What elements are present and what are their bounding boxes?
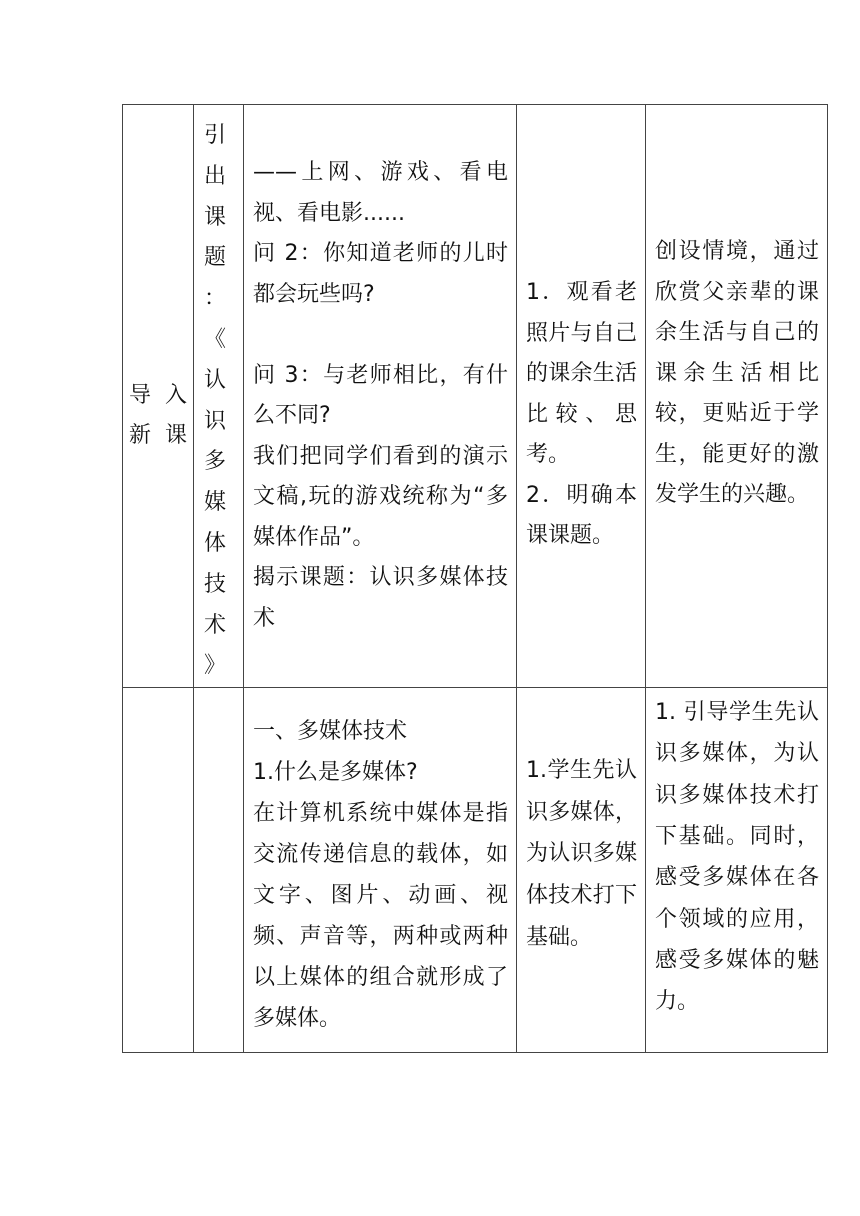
design-intent-text: 1. 引导学生先认识多媒体，为认识多媒体技术打下基础。同时，感受多媒体在各个领域的应用，感受多媒体的魅力。 <box>655 700 819 1015</box>
teacher-line: 我们把同学们看到的演示文稿,玩的游戏统称为“多媒体作品”。 <box>253 443 508 550</box>
title-cell-multimedia <box>194 688 244 1053</box>
title-char: 识 <box>204 408 227 434</box>
student-line: 1．观看老照片与自己的课余生活比较、思考。 <box>526 280 637 467</box>
title-cell-intro <box>194 105 244 688</box>
section-label-intro: 导 入 新课 <box>129 383 187 448</box>
definition-paragraph: 在计算机系统中媒体是指交流传递信息的载体，如文字、图片、动画、视频、声音等，两种或两种以上媒体的组合就形成了多媒体。 <box>253 801 508 1032</box>
teacher-line: 问 3：与老师相比，有什么不同? <box>253 362 508 428</box>
table-row-intro <box>123 105 828 688</box>
title-char: 出 <box>204 163 227 189</box>
question-heading: 1.什么是多媒体? <box>253 760 418 786</box>
table-row-multimedia <box>123 688 828 1053</box>
student-line: 2．明确本课课题。 <box>526 482 637 548</box>
section-heading: 一、多媒体技术 <box>253 719 408 745</box>
title-char: 《 <box>204 326 227 352</box>
design-intent-cell-intro <box>646 105 828 688</box>
teacher-line: ——上网、游戏、看电视、看电影...... <box>253 160 508 226</box>
title-char: 引 <box>204 123 227 148</box>
student-activity-cell-intro <box>517 105 646 688</box>
teacher-line: 问 2：你知道老师的儿时都会玩些吗? <box>253 241 508 307</box>
title-char: 认 <box>204 367 227 393</box>
teacher-line: 揭示课题：认识多媒体技术 <box>253 565 508 631</box>
title-char: 》 <box>204 653 227 679</box>
teacher-activity-cell-intro <box>244 105 517 688</box>
title-char: 多 <box>204 449 227 475</box>
title-char: 体 <box>204 530 227 556</box>
design-intent-cell-multimedia <box>646 688 828 1053</box>
section-cell-multimedia <box>123 688 194 1053</box>
title-char: ： <box>204 286 227 312</box>
design-intent-text: 创设情境，通过欣赏父亲辈的课余生活与自己的课余生活相比较，更贴近于学生，能更好的激发学生的兴趣。 <box>655 239 819 507</box>
student-activity-text: 1.学生先认识多媒体，为认识多媒体技术打下基础。 <box>526 758 637 950</box>
title-char: 题 <box>204 245 227 271</box>
teacher-activity-cell-multimedia <box>244 688 517 1053</box>
student-activity-text <box>517 273 645 557</box>
teacher-activity-text <box>244 711 516 1039</box>
title-char: 技 <box>204 571 227 597</box>
teacher-activity-text <box>244 153 516 639</box>
title-char: 媒 <box>204 490 227 516</box>
vertical-lesson-title <box>204 116 226 687</box>
title-char: 术 <box>204 612 227 638</box>
title-char: 课 <box>204 204 227 230</box>
section-cell-intro <box>123 105 194 688</box>
student-activity-cell-multimedia <box>517 688 646 1053</box>
lesson-plan-table <box>122 104 828 1053</box>
blank-line <box>253 315 508 356</box>
